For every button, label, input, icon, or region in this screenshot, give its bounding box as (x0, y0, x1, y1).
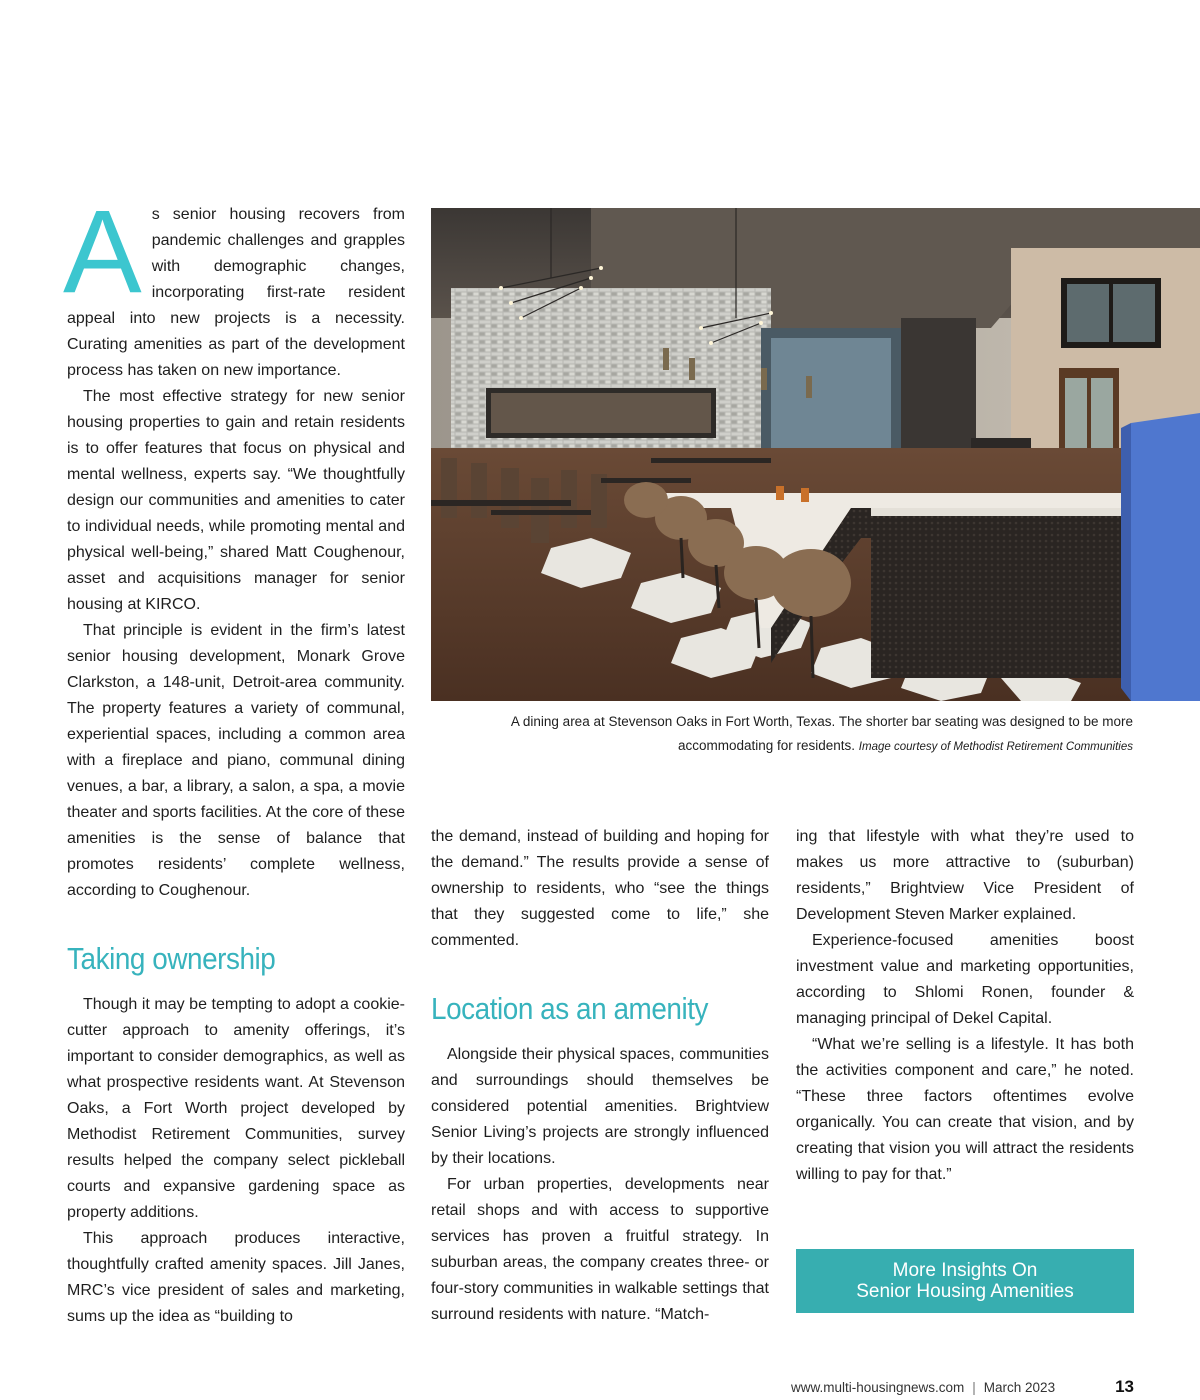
paragraph: For urban properties, developments near retail shops and with access to supportive services has proven a fruitful strategy. In suburban areas, the company creates three- or four-story communities in walkable settings that surround residents with nature. “Match- (431, 1176, 769, 1323)
cta-line-2: Senior Housing Amenities (856, 1281, 1074, 1302)
paragraph: Alongside their physical spaces, communities and surroundings should themselves be considered potential amenities. Brightview Senior Living’s projects are strongly influenced by their locations. (431, 1046, 769, 1167)
intro-text: s senior housing recovers from pandemic challenges and grapples with demographic changes, incorporating first-rate resident appeal into new projects is a necessity. Curating amenities as part of the development process has taken on new importance. (67, 206, 405, 379)
paragraph: This approach produces interactive, thoughtfully crafted amenity spaces. Jill Janes, MRC’s vice president of sales and marketing, sums up the idea as “building to (67, 1230, 405, 1325)
page-number: 13 (1115, 1377, 1134, 1396)
dining-area-photo (431, 208, 1200, 701)
drop-cap: A (63, 186, 142, 318)
article-column-1 (63, 186, 405, 1330)
intro-paragraph (63, 186, 405, 384)
cta-line-1: More Insights On (892, 1260, 1038, 1281)
footer-date: March 2023 (983, 1380, 1056, 1395)
paragraph: the demand, instead of building and hoping for the demand.” The results provide a sense of ownership to residents, who “see the things that they suggested come to life,” she commented. (431, 828, 769, 949)
page-footer (791, 1377, 1134, 1397)
paragraph: The most effective strategy for new senior housing properties to gain and retain residents is to offer features that focus on physical and mental wellness, experts say. “We thoughtfully design our communities and amenities to cater to individual needs, while promoting mental and physical well-being,” shared Matt Coughenour, asset and acquisitions manager for senior housing at KIRCO. (67, 388, 405, 613)
paragraph: Though it may be tempting to adopt a cookie-cutter approach to amenity offerings, it’s important to consider demographics, as well as what prospective residents want. At Stevenson Oaks, a Fort Worth project developed by Methodist Retirement Communities, survey results helped the company select pickleball courts and expansive gardening space as property additions. (67, 996, 405, 1221)
footer-url[interactable]: www.multi-housingnews.com (790, 1380, 965, 1395)
footer-separator: | (972, 1380, 976, 1395)
caption-text: A dining area at Stevenson Oaks in Fort Worth, Texas. The shorter bar seating was designed to be more accommodating for residents. (510, 714, 1133, 753)
more-insights-button[interactable] (796, 1249, 1134, 1313)
paragraph: “What we’re selling is a lifestyle. It has both the activities component and care,” he noted. “These three factors oftentimes evolve organically. You can create that vision, and by creating that vision you will attract the residents willing to pay for that.” (796, 1036, 1134, 1183)
photo-credit: Image courtesy of Methodist Retirement Communities (858, 741, 1133, 753)
section-heading: Location as an amenity (431, 991, 709, 1026)
article-column-2 (431, 824, 769, 1328)
photo-caption (431, 710, 1133, 759)
paragraph: ing that lifestyle with what they’re used to makes us more attractive to (suburban) residents,” Brightview Vice President of Development Steven Marker explained. (796, 828, 1134, 923)
paragraph: Experience-focused amenities boost investment value and marketing opportunities, according to Shlomi Ronen, founder & managing principal of Dekel Capital. (796, 932, 1134, 1027)
paragraph: That principle is evident in the firm’s latest senior housing development, Monark Grove Clarkston, a 148-unit, Detroit-area community. The property features a variety of communal, experiential spaces, including a common area with a fireplace and piano, communal dining venues, a bar, a library, a salon, a spa, a movie theater and sports facilities. At the core of these amenities is the sense of balance that promotes residents’ complete wellness, according to Coughenour. (67, 622, 405, 899)
section-heading: Taking ownership (67, 941, 276, 976)
article-column-3 (796, 824, 1134, 1188)
